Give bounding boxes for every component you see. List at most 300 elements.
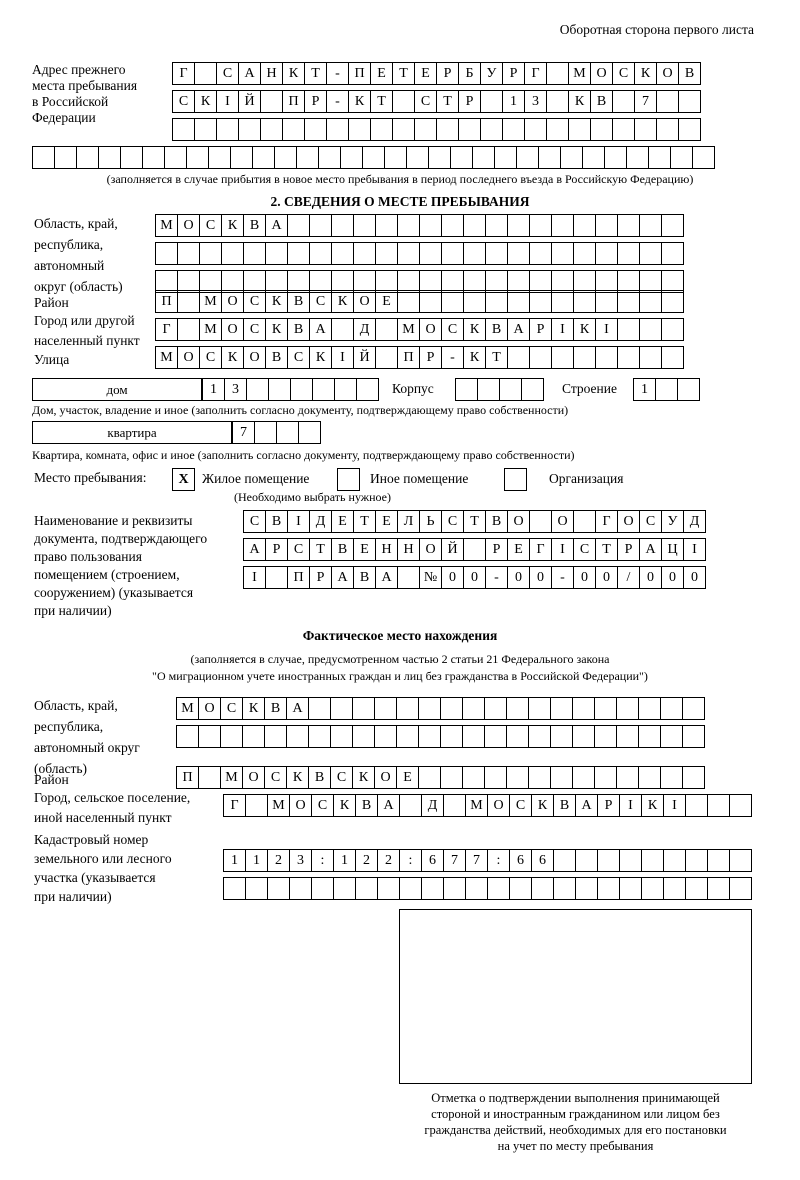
char-cell[interactable]: М [199, 318, 222, 341]
char-cell[interactable]: Е [375, 510, 398, 533]
char-cell[interactable] [304, 118, 327, 141]
char-cell[interactable] [529, 290, 552, 313]
char-cell[interactable] [546, 90, 569, 113]
char-cell[interactable]: К [265, 290, 288, 313]
char-cell[interactable]: В [308, 766, 331, 789]
char-cell[interactable] [612, 90, 635, 113]
char-cell[interactable]: О [353, 290, 376, 313]
char-cell[interactable] [397, 214, 420, 237]
char-cell[interactable]: Ц [661, 538, 684, 561]
char-cell[interactable]: Г [172, 62, 195, 85]
char-cell[interactable] [729, 849, 752, 872]
char-cell[interactable] [462, 725, 485, 748]
char-cell[interactable] [660, 697, 683, 720]
char-cell[interactable] [619, 877, 642, 900]
char-cell[interactable] [418, 725, 441, 748]
char-cell[interactable] [208, 146, 231, 169]
char-cell[interactable] [692, 146, 715, 169]
char-cell[interactable] [484, 766, 507, 789]
char-cell[interactable] [396, 697, 419, 720]
char-cell[interactable]: С [612, 62, 635, 85]
char-cell[interactable]: К [463, 346, 486, 369]
char-cell[interactable] [353, 214, 376, 237]
char-cell[interactable]: 6 [421, 849, 444, 872]
char-cell[interactable]: С [199, 214, 222, 237]
char-cell[interactable] [656, 118, 679, 141]
char-cell[interactable] [551, 290, 574, 313]
char-cell[interactable]: Р [304, 90, 327, 113]
char-cell[interactable] [499, 378, 522, 401]
char-cell[interactable]: О [177, 346, 200, 369]
char-cell[interactable]: К [282, 62, 305, 85]
char-cell[interactable] [267, 877, 290, 900]
char-cell[interactable] [685, 849, 708, 872]
char-cell[interactable]: 6 [531, 849, 554, 872]
prev-address-row-2[interactable] [172, 90, 700, 113]
char-cell[interactable]: С [441, 510, 464, 533]
char-cell[interactable] [245, 794, 268, 817]
char-cell[interactable]: Д [353, 318, 376, 341]
char-cell[interactable]: С [573, 538, 596, 561]
char-cell[interactable] [639, 318, 662, 341]
char-cell[interactable]: 0 [507, 566, 530, 589]
char-cell[interactable] [619, 849, 642, 872]
char-cell[interactable] [572, 697, 595, 720]
char-cell[interactable] [309, 242, 332, 265]
char-cell[interactable]: С [441, 318, 464, 341]
char-cell[interactable]: В [265, 346, 288, 369]
char-cell[interactable]: У [480, 62, 503, 85]
char-cell[interactable]: О [419, 318, 442, 341]
char-cell[interactable]: Е [353, 538, 376, 561]
char-cell[interactable]: 1 [633, 378, 656, 401]
char-cell[interactable]: 0 [441, 566, 464, 589]
char-cell[interactable] [282, 118, 305, 141]
char-cell[interactable] [76, 146, 99, 169]
char-cell[interactable]: О [419, 538, 442, 561]
char-cell[interactable] [639, 242, 662, 265]
char-cell[interactable]: І [595, 318, 618, 341]
char-cell[interactable]: К [634, 62, 657, 85]
char-cell[interactable] [484, 725, 507, 748]
char-cell[interactable] [634, 118, 657, 141]
char-cell[interactable]: О [617, 510, 640, 533]
char-cell[interactable]: Й [441, 538, 464, 561]
char-cell[interactable] [529, 510, 552, 533]
char-cell[interactable] [616, 766, 639, 789]
char-cell[interactable] [595, 290, 618, 313]
char-cell[interactable] [32, 146, 55, 169]
char-cell[interactable] [330, 697, 353, 720]
char-cell[interactable] [309, 214, 332, 237]
char-cell[interactable]: М [220, 766, 243, 789]
char-cell[interactable] [572, 725, 595, 748]
char-cell[interactable]: 3 [289, 849, 312, 872]
char-cell[interactable]: Т [392, 62, 415, 85]
actual-region-row-2[interactable] [176, 725, 704, 748]
char-cell[interactable]: О [289, 794, 312, 817]
char-cell[interactable]: / [617, 566, 640, 589]
char-cell[interactable] [441, 290, 464, 313]
char-cell[interactable]: 0 [661, 566, 684, 589]
char-cell[interactable]: 1 [223, 849, 246, 872]
char-cell[interactable] [463, 242, 486, 265]
char-cell[interactable] [597, 877, 620, 900]
char-cell[interactable] [707, 794, 730, 817]
char-cell[interactable] [480, 90, 503, 113]
char-cell[interactable] [485, 242, 508, 265]
char-cell[interactable] [194, 62, 217, 85]
char-cell[interactable] [198, 725, 221, 748]
char-cell[interactable] [529, 242, 552, 265]
char-cell[interactable]: 7 [634, 90, 657, 113]
char-cell[interactable]: Г [155, 318, 178, 341]
char-cell[interactable]: А [309, 318, 332, 341]
char-cell[interactable] [661, 346, 684, 369]
char-cell[interactable]: П [287, 566, 310, 589]
char-cell[interactable] [594, 766, 617, 789]
char-cell[interactable] [506, 766, 529, 789]
char-cell[interactable]: С [243, 290, 266, 313]
char-cell[interactable] [573, 242, 596, 265]
char-cell[interactable]: Р [502, 62, 525, 85]
char-cell[interactable] [463, 538, 486, 561]
char-cell[interactable]: М [267, 794, 290, 817]
char-cell[interactable]: І [243, 566, 266, 589]
char-cell[interactable]: С [309, 290, 332, 313]
char-cell[interactable]: С [220, 697, 243, 720]
char-cell[interactable] [252, 146, 275, 169]
char-cell[interactable] [485, 214, 508, 237]
char-cell[interactable] [308, 697, 331, 720]
char-cell[interactable]: 7 [443, 849, 466, 872]
char-cell[interactable] [238, 118, 261, 141]
char-cell[interactable] [638, 725, 661, 748]
char-cell[interactable]: В [590, 90, 613, 113]
char-cell[interactable] [296, 146, 319, 169]
char-cell[interactable] [274, 146, 297, 169]
char-cell[interactable]: : [311, 849, 334, 872]
char-cell[interactable] [348, 118, 371, 141]
char-cell[interactable]: 0 [683, 566, 706, 589]
char-cell[interactable]: Р [309, 566, 332, 589]
char-cell[interactable]: Н [375, 538, 398, 561]
char-cell[interactable] [220, 725, 243, 748]
char-cell[interactable]: 1 [333, 849, 356, 872]
char-cell[interactable] [507, 214, 530, 237]
char-cell[interactable]: П [282, 90, 305, 113]
char-cell[interactable]: Й [353, 346, 376, 369]
char-cell[interactable] [638, 697, 661, 720]
char-cell[interactable] [406, 146, 429, 169]
char-cell[interactable] [663, 877, 686, 900]
char-cell[interactable] [440, 766, 463, 789]
char-cell[interactable]: А [377, 794, 400, 817]
char-cell[interactable]: 2 [267, 849, 290, 872]
char-cell[interactable]: О [507, 510, 530, 533]
char-cell[interactable] [352, 697, 375, 720]
actual-region-row-1[interactable] [176, 697, 704, 720]
char-cell[interactable]: Т [309, 538, 332, 561]
char-cell[interactable]: І [216, 90, 239, 113]
char-cell[interactable]: Т [304, 62, 327, 85]
char-cell[interactable] [553, 877, 576, 900]
char-cell[interactable] [494, 146, 517, 169]
char-cell[interactable]: - [551, 566, 574, 589]
char-cell[interactable] [418, 697, 441, 720]
char-cell[interactable] [377, 877, 400, 900]
char-cell[interactable]: Р [617, 538, 640, 561]
char-cell[interactable]: С [330, 766, 353, 789]
char-cell[interactable]: К [331, 290, 354, 313]
char-cell[interactable] [216, 118, 239, 141]
char-cell[interactable] [333, 877, 356, 900]
char-cell[interactable]: О [198, 697, 221, 720]
char-cell[interactable] [595, 242, 618, 265]
char-cell[interactable] [707, 849, 730, 872]
char-cell[interactable] [356, 378, 379, 401]
char-cell[interactable]: А [286, 697, 309, 720]
char-cell[interactable] [268, 378, 291, 401]
char-cell[interactable] [531, 877, 554, 900]
char-cell[interactable] [176, 725, 199, 748]
char-cell[interactable]: Т [463, 510, 486, 533]
char-cell[interactable] [194, 118, 217, 141]
char-cell[interactable]: В [264, 697, 287, 720]
char-cell[interactable] [480, 118, 503, 141]
char-cell[interactable] [177, 242, 200, 265]
char-cell[interactable]: К [531, 794, 554, 817]
char-cell[interactable]: В [353, 566, 376, 589]
section2-district-row[interactable] [155, 290, 683, 313]
char-cell[interactable]: Т [370, 90, 393, 113]
char-cell[interactable] [362, 146, 385, 169]
char-cell[interactable] [551, 214, 574, 237]
char-cell[interactable] [326, 118, 349, 141]
char-cell[interactable] [529, 214, 552, 237]
char-cell[interactable]: 0 [573, 566, 596, 589]
document-row-1[interactable] [243, 510, 705, 533]
char-cell[interactable] [54, 146, 77, 169]
char-cell[interactable]: О [551, 510, 574, 533]
char-cell[interactable]: Ь [419, 510, 442, 533]
char-cell[interactable] [524, 118, 547, 141]
char-cell[interactable]: О [374, 766, 397, 789]
char-cell[interactable] [142, 146, 165, 169]
char-cell[interactable]: П [348, 62, 371, 85]
char-cell[interactable] [575, 877, 598, 900]
char-cell[interactable] [186, 146, 209, 169]
char-cell[interactable]: - [485, 566, 508, 589]
char-cell[interactable] [311, 877, 334, 900]
char-cell[interactable]: М [176, 697, 199, 720]
char-cell[interactable]: 3 [224, 378, 247, 401]
char-cell[interactable] [330, 725, 353, 748]
char-cell[interactable] [594, 697, 617, 720]
char-cell[interactable]: 0 [639, 566, 662, 589]
char-cell[interactable] [289, 877, 312, 900]
char-cell[interactable] [595, 346, 618, 369]
char-cell[interactable]: С [172, 90, 195, 113]
char-cell[interactable] [685, 877, 708, 900]
char-cell[interactable] [550, 697, 573, 720]
char-cell[interactable]: С [287, 346, 310, 369]
char-cell[interactable] [419, 214, 442, 237]
char-cell[interactable] [485, 290, 508, 313]
char-cell[interactable] [414, 118, 437, 141]
char-cell[interactable]: С [414, 90, 437, 113]
char-cell[interactable]: К [242, 697, 265, 720]
char-cell[interactable] [597, 849, 620, 872]
char-cell[interactable]: Н [397, 538, 420, 561]
char-cell[interactable] [617, 214, 640, 237]
char-cell[interactable]: І [683, 538, 706, 561]
char-cell[interactable] [502, 118, 525, 141]
prev-address-row-3[interactable] [172, 118, 700, 141]
section2-city-row[interactable] [155, 318, 683, 341]
char-cell[interactable] [260, 118, 283, 141]
char-cell[interactable] [462, 766, 485, 789]
char-cell[interactable]: - [441, 346, 464, 369]
section2-street-row[interactable] [155, 346, 683, 369]
char-cell[interactable]: А [639, 538, 662, 561]
char-cell[interactable]: Е [414, 62, 437, 85]
char-cell[interactable]: Д [683, 510, 706, 533]
char-cell[interactable] [221, 242, 244, 265]
char-cell[interactable] [396, 725, 419, 748]
char-cell[interactable] [308, 725, 331, 748]
char-cell[interactable]: Т [436, 90, 459, 113]
char-cell[interactable]: К [463, 318, 486, 341]
char-cell[interactable]: Г [595, 510, 618, 533]
char-cell[interactable]: Г [524, 62, 547, 85]
char-cell[interactable]: К [333, 794, 356, 817]
char-cell[interactable]: 6 [509, 849, 532, 872]
document-row-3[interactable] [243, 566, 705, 589]
char-cell[interactable] [573, 214, 596, 237]
char-cell[interactable]: С [311, 794, 334, 817]
char-cell[interactable]: В [287, 318, 310, 341]
char-cell[interactable] [617, 318, 640, 341]
char-cell[interactable]: Д [309, 510, 332, 533]
char-cell[interactable] [507, 242, 530, 265]
char-cell[interactable] [287, 242, 310, 265]
char-cell[interactable] [682, 766, 705, 789]
char-cell[interactable]: № [419, 566, 442, 589]
char-cell[interactable]: Т [353, 510, 376, 533]
stamp-box[interactable] [399, 909, 752, 1084]
char-cell[interactable]: Р [458, 90, 481, 113]
char-cell[interactable] [242, 725, 265, 748]
char-cell[interactable] [458, 118, 481, 141]
char-cell[interactable] [334, 378, 357, 401]
char-cell[interactable]: : [399, 849, 422, 872]
char-cell[interactable] [392, 90, 415, 113]
char-cell[interactable]: К [286, 766, 309, 789]
char-cell[interactable] [419, 290, 442, 313]
char-cell[interactable]: В [355, 794, 378, 817]
char-cell[interactable]: М [568, 62, 591, 85]
char-cell[interactable] [573, 510, 596, 533]
char-cell[interactable] [594, 725, 617, 748]
char-cell[interactable] [678, 90, 701, 113]
char-cell[interactable] [399, 877, 422, 900]
char-cell[interactable] [648, 146, 671, 169]
char-cell[interactable] [375, 242, 398, 265]
char-cell[interactable] [172, 118, 195, 141]
char-cell[interactable]: О [177, 214, 200, 237]
char-cell[interactable]: К [348, 90, 371, 113]
char-cell[interactable] [318, 146, 341, 169]
char-cell[interactable] [639, 290, 662, 313]
char-cell[interactable] [670, 146, 693, 169]
char-cell[interactable]: Е [375, 290, 398, 313]
char-cell[interactable]: І [619, 794, 642, 817]
char-cell[interactable]: 2 [377, 849, 400, 872]
char-cell[interactable] [707, 877, 730, 900]
char-cell[interactable] [616, 725, 639, 748]
char-cell[interactable]: С [509, 794, 532, 817]
char-cell[interactable]: П [397, 346, 420, 369]
char-cell[interactable] [384, 146, 407, 169]
char-cell[interactable] [528, 766, 551, 789]
prev-address-row-4[interactable] [32, 146, 714, 169]
char-cell[interactable] [177, 290, 200, 313]
char-cell[interactable] [443, 877, 466, 900]
char-cell[interactable] [553, 849, 576, 872]
char-cell[interactable]: 1 [202, 378, 225, 401]
char-cell[interactable] [507, 290, 530, 313]
char-cell[interactable]: П [155, 290, 178, 313]
char-cell[interactable]: Е [370, 62, 393, 85]
char-cell[interactable] [397, 566, 420, 589]
char-cell[interactable] [428, 146, 451, 169]
char-cell[interactable] [155, 242, 178, 265]
char-cell[interactable]: В [243, 214, 266, 237]
char-cell[interactable] [392, 118, 415, 141]
char-cell[interactable] [243, 242, 266, 265]
char-cell[interactable]: Н [260, 62, 283, 85]
char-cell[interactable]: Б [458, 62, 481, 85]
char-cell[interactable]: Е [507, 538, 530, 561]
char-cell[interactable] [661, 318, 684, 341]
char-cell[interactable] [370, 118, 393, 141]
char-cell[interactable] [617, 242, 640, 265]
char-cell[interactable]: А [575, 794, 598, 817]
char-cell[interactable] [230, 146, 253, 169]
char-cell[interactable] [455, 378, 478, 401]
char-cell[interactable]: Р [419, 346, 442, 369]
char-cell[interactable] [465, 877, 488, 900]
char-cell[interactable] [312, 378, 335, 401]
char-cell[interactable] [546, 118, 569, 141]
char-cell[interactable] [638, 766, 661, 789]
char-cell[interactable] [575, 849, 598, 872]
char-cell[interactable] [418, 766, 441, 789]
char-cell[interactable] [655, 378, 678, 401]
char-cell[interactable]: С [243, 318, 266, 341]
char-cell[interactable]: М [465, 794, 488, 817]
char-cell[interactable]: К [309, 346, 332, 369]
char-cell[interactable] [254, 421, 277, 444]
char-cell[interactable]: С [243, 510, 266, 533]
char-cell[interactable] [331, 318, 354, 341]
char-cell[interactable] [550, 766, 573, 789]
char-cell[interactable] [287, 214, 310, 237]
char-cell[interactable] [573, 346, 596, 369]
char-cell[interactable]: В [485, 318, 508, 341]
char-cell[interactable] [595, 214, 618, 237]
